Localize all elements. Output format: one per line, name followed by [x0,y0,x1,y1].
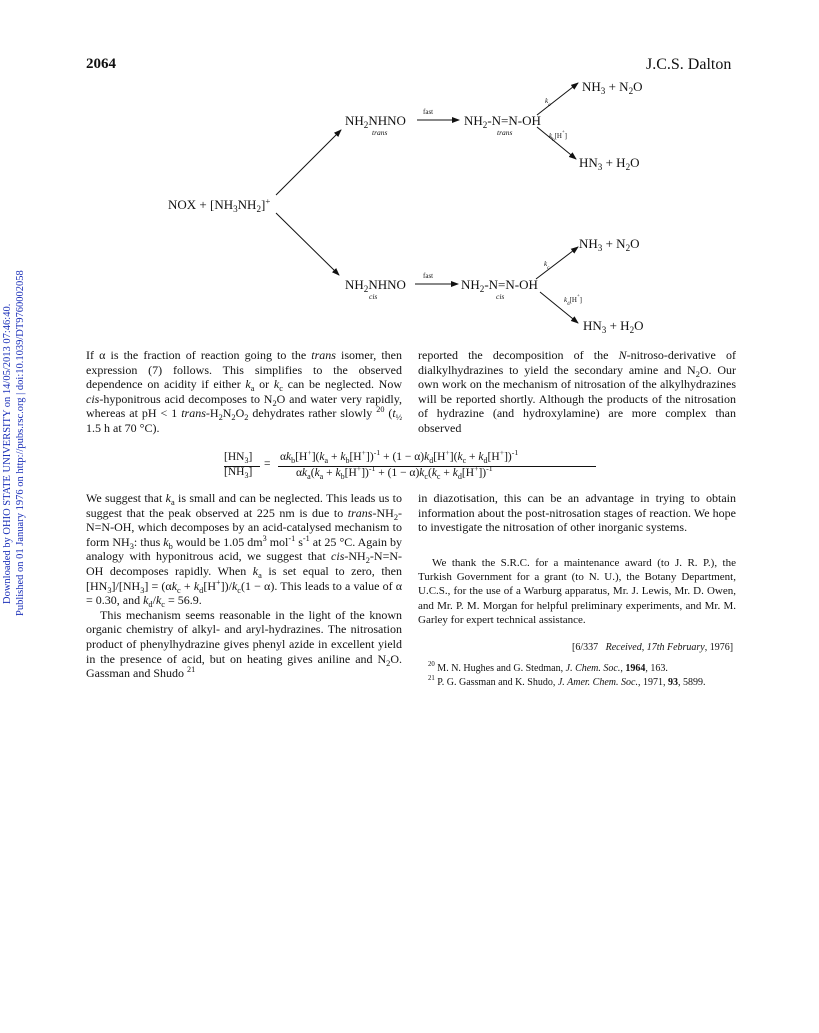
product-hn3-h2o-top: $HN_3 + H_2O$ [579,155,640,172]
trans-azo-label: $NH_2-N=N-OH$ [464,113,541,130]
equation-rhs-denominator: $\alpha k_a(k_a + k_b[H^+])^{-1} + (1 - \alpha)k_c(k_c + k_d[H^+])^{-1}$ [296,464,493,481]
arrow-to-cis [276,213,339,275]
left-column-para-1: If α is the fraction of reaction going to the trans isomer, then expression (7) follows. This simplifies to the observed dependence on acidity if either $k_a$ or $k_c$ can be neglected. Now cis-hyponitrous acid decomposes to $N_2O$ and water very rapidly, whereas at pH < 1 trans-$H_2N_2O_2$ dehydrates rather slowly $^{20}$ ($t_{\frac{1}{2}}$ 1.5 h at 70 °C). [86,348,403,435]
kb-label: $k_b[H^+]$ [549,130,567,143]
fast-label-top: fast [423,108,434,116]
cis-azo-label: $NH_2-N=N-OH$ [461,277,538,294]
arrow-trans-ka [537,83,578,115]
arrow-cis-kc [536,247,578,279]
trans-nitroso-label: $NH_2NHNO$ [345,113,406,130]
fast-label-bottom: fast [423,272,434,280]
reference-20: $^{20}$ M. N. Hughes and G. Stedman, J. Chem. Soc., 1964, 163. [428,661,668,674]
right-column-para-1: reported the decomposition of the N-nitroso-derivative of dialkylhydrazines to yield the secondary amine and $N_2O$. Our own work on the mechanism of nitrosation of the alkylhydrazines will be reported shortly. Although the products of the nitrosation of hydrazine (and hydroxylamine) are more complex than observed [418,348,736,435]
equation-equals: = [264,458,271,470]
received-date: [6/337 Received, 17th February, 1976] [572,642,734,653]
reference-21: $^{21}$ P. G. Gassman and K. Shudo, J. Amer. Chem. Soc., 1971, 93, 5899. [428,675,706,688]
equation-rhs-numerator: $\alpha k_b[H^+](k_a + k_b[H^+])^{-1} + (1 - \alpha)k_d[H^+](k_c + k_d[H^+])^{-1}$ [280,448,519,465]
right-column-para-2: in diazotisation, this can be an advantage in trying to obtain information about the post-nitrosation stages of reaction. We hope to investigate the nitrosation of other inorganic systems. [418,491,736,535]
left-column-para-2-3: We suggest that $k_a$ is small and can be neglected. This leads us to suggest that the peak observed at 225 nm is due to trans-$NH_2-N=N-OH$, which decomposes by an acid-catalysed mechanism to form $NH_3$: thus $k_b$ would be 1.05 $dm^3$ mol$^{-1}$ $s^{-1}$ at 25 °C. Again by analogy with hyponitrous acid, we suggest that cis-$NH_2-N=N-OH$ decomposes rapidly. When $k_a$ is set equal to zero, then $[HN_3]/[NH_3] = (\alpha k_c + k_d[H^+])/k_c(1 - \alpha)$. This leads to a value of α = 0.30, and $k_d/k_c = 56.9$. This mechanism seems reasonable in the light of the known organic chemistry of alkyl- and aryl-hydrazines. The nitrosation product of phenylhydrazine gives phenyl azide in excellent yield in the presence of acid, but on heating gives aniline and $N_2O$. Gassman and Shudo $^{21}$ [86,491,402,681]
cis-azo-isomer-label: cis [496,292,505,301]
equation-lhs-numerator: $[HN_3]$ [224,451,253,465]
watermark-download-line[interactable]: Downloaded by OHIO STATE UNIVERSITY on 14/05/2013 07:46:40. [2,303,13,604]
product-nh3-n2o-bottom: $NH_3 + N_2O$ [579,236,640,253]
trans-isomer-label: trans [372,128,388,137]
ka-label: $k_a$ [545,97,551,108]
watermark-doi-line[interactable]: Published on 01 January 1976 on http://pubs.rsc.org | doi:10.1039/DT9760002058 [15,270,26,616]
product-hn3-h2o-bottom: $HN_3 + H_2O$ [583,318,644,335]
reactant-label: NOX + $[NH_3NH_2]^+$ [168,196,271,214]
acknowledgements: We thank the S.R.C. for a maintenance award (to J. R. P.), the Turkish Government for a grant (to N. U.), the Botany Department, U.C.S., for the use of a Warburg apparatus, Mr. J. Lewis, Mr. D. Owen, and Mr. P. M. Morgan for helpful preliminary experiments, and Mr. M. Garley for expert technical assistance. [418,557,736,626]
kd-label: $k_d[H^+]$ [564,294,582,307]
cis-nitroso-label: $NH_2NHNO$ [345,277,406,294]
kc-label: $k_c$ [544,260,550,271]
cis-isomer-label: cis [369,292,378,301]
trans-azo-isomer-label: trans [497,128,513,137]
page-number: 2064 [86,56,116,72]
product-nh3-n2o-top: $NH_3 + N_2O$ [582,79,643,96]
journal-title: J.C.S. Dalton [646,56,732,73]
arrow-to-trans [276,130,341,195]
equation-lhs-denominator: $[NH_3]$ [224,466,253,480]
